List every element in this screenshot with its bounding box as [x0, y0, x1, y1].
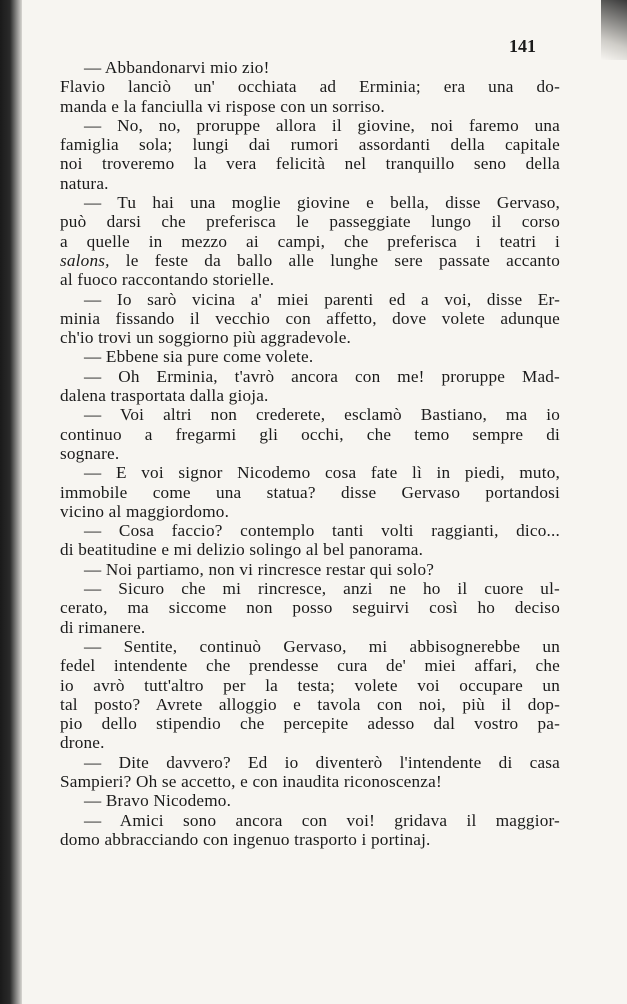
body-text [60, 58, 560, 849]
text-line: — Abbandonarvi mio zio! [84, 58, 270, 77]
text-line: domo abbracciando con ingenuo trasporto i portinaj. [60, 829, 431, 849]
text-line: a quelle in mezzo ai campi, che preferisca i teatri i [60, 231, 560, 251]
text-line: noi troveremo la vera felicità nel tranquillo seno della [60, 154, 560, 174]
text-line: — Io sarò vicina a' miei parenti ed a voi, disse Er- [84, 289, 560, 309]
text-line: drone. [60, 733, 105, 753]
text-line: immobile come una statua? disse Gervaso portandosi [60, 482, 560, 502]
text-line: — Sentite, continuò Gervaso, mi abbisognerebbe un [84, 636, 560, 656]
text-line: — Voi altri non crederete, esclamò Bastiano, ma io [84, 405, 560, 425]
book-gutter [0, 0, 22, 1004]
text-line: famiglia sola; lungi dai rumori assordanti della capitale [60, 135, 560, 155]
text-line: di rimanere. [60, 617, 146, 637]
text-line: pio dello stipendio che percepite adesso dal vostro pa- [60, 714, 560, 734]
text-line: natura. [60, 173, 109, 193]
text-line: Flavio lanciò un' occhiata ad Erminia; era una do- [60, 77, 560, 97]
text-line: io avrò tutt'altro per la testa; volete voi occupare un [60, 675, 560, 695]
text-line: di beatitudine e mi delizio solingo al bel panorama. [60, 540, 424, 560]
text-line: fedel intendente che prendesse cura de' miei affari, che [60, 656, 560, 676]
text-line: al fuoco raccontando storielle. [60, 270, 275, 290]
text-line: — Noi partiamo, non vi rincresce restar qui solo? [84, 559, 435, 579]
text-line: — E voi signor Nicodemo cosa fate lì in piedi, muto, [84, 463, 560, 483]
text-line: può darsi che preferisca le passeggiate lungo il corso [60, 212, 560, 232]
text-line: — Dite davvero? Ed io diventerò l'intendente di casa [84, 752, 560, 772]
text-line: — Oh Erminia, t'avrò ancora con me! proruppe Mad- [84, 366, 560, 386]
text-line: — Bravo Nicodemo. [84, 791, 232, 811]
text-line: salons, le feste da ballo alle lunghe sere passate accanto [60, 250, 560, 270]
text-line: cerato, ma siccome non posso seguirvi così ho deciso [60, 598, 560, 618]
text-line: dalena trasportata dalla gioja. [60, 386, 269, 406]
text-line: — No, no, proruppe allora il giovine, noi faremo una [84, 115, 560, 135]
text-line: continuo a fregarmi gli occhi, che temo sempre di [60, 424, 560, 444]
text-line: — Amici sono ancora con voi! gridava il maggior- [84, 810, 560, 830]
text-line: — Sicuro che mi rincresce, anzi ne ho il cuore ul- [84, 579, 560, 599]
text-line: — Ebbene sia pure come volete. [84, 347, 314, 367]
text-line: vicino al maggiordomo. [60, 501, 230, 521]
text-line: — Tu hai una moglie giovine e bella, disse Gervaso, [84, 193, 560, 213]
page-corner-fold [601, 0, 627, 60]
text-line: tal posto? Avrete alloggio e tavola con noi, più il dop- [60, 694, 560, 714]
text-line: ch'io trovi un soggiorno più aggradevole. [60, 328, 352, 348]
text-line: manda e la fanciulla vi rispose con un sorriso. [60, 96, 385, 116]
text-line: minia fissando il vecchio con affetto, dove volete adunque [60, 308, 560, 328]
text-line: — Cosa faccio? contemplo tanti volti raggianti, dico... [84, 521, 560, 541]
text-line: Sampieri? Oh se accetto, e con inaudita riconoscenza! [60, 771, 442, 791]
text-line: sognare. [60, 443, 120, 463]
page-number: 141 [509, 36, 536, 56]
